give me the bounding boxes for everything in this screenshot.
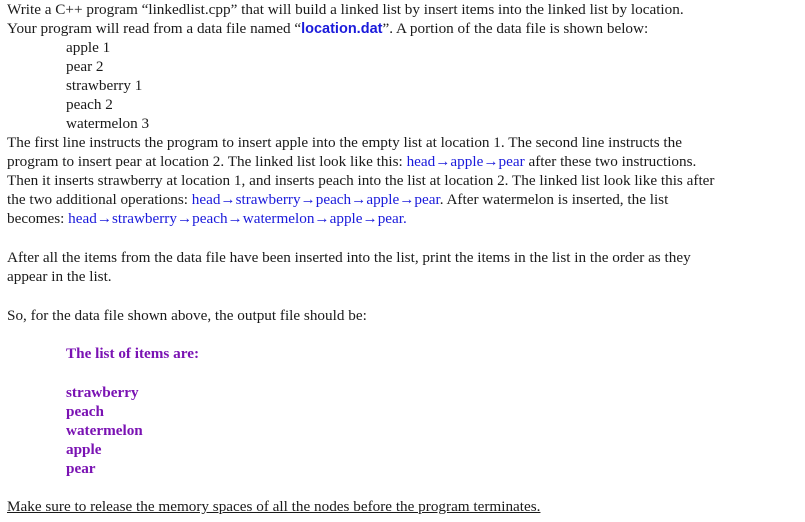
explanation-line-2-post: after these two instructions.	[524, 153, 697, 170]
explanation-line-3: Then it inserts strawberry at location 1, and inserts peach into the list at location 2. The linked list look like this after	[7, 172, 715, 189]
data-file-line: pear 2	[66, 58, 104, 75]
output-item: watermelon	[66, 422, 143, 439]
intro-line-2	[7, 19, 648, 39]
linked-list-example-2: head→strawberry→peach→apple→pear	[191, 191, 440, 208]
after-line-1: After all the items from the data file have been inserted into the list, print the items in the list in the order as they	[7, 249, 691, 266]
data-file-line: apple 1	[66, 39, 111, 56]
data-file-line: strawberry 1	[66, 77, 143, 94]
linked-list-example-1: head→apple→pear	[406, 153, 525, 170]
linked-list-example-3: head→strawberry→peach→watermelon→apple→pear.	[68, 210, 407, 227]
explanation-line-2-pre: program to insert pear at location 2. The linked list look like this:	[7, 153, 407, 170]
data-file-line: watermelon 3	[66, 115, 150, 132]
data-file-line: peach 2	[66, 96, 113, 113]
explanation-line-5	[7, 209, 407, 228]
explanation-line-2	[7, 152, 696, 171]
intro-line-2-post: ”. A portion of the data file is shown below:	[382, 20, 649, 37]
explanation-line-5-pre: becomes:	[7, 210, 69, 227]
intro-line-2-pre: Your program will read from a data file named “	[7, 20, 302, 37]
final-note: Make sure to release the memory spaces of all the nodes before the program terminates.	[7, 498, 541, 515]
output-item: strawberry	[66, 384, 139, 401]
output-item: peach	[66, 403, 104, 420]
after-line-2: appear in the list.	[7, 268, 112, 285]
explanation-line-4-post: . After watermelon is inserted, the list	[439, 191, 669, 208]
output-item: pear	[66, 460, 96, 477]
intro-line-1: Write a C++ program “linkedlist.cpp” that will build a linked list by insert items into the linked list by location.	[7, 1, 684, 18]
output-heading: The list of items are:	[66, 345, 200, 362]
explanation-line-1: The first line instructs the program to insert apple into the empty list at location 1. The second line instructs the	[7, 134, 682, 151]
data-filename: location.dat	[301, 21, 383, 37]
so-line: So, for the data file shown above, the output file should be:	[7, 307, 367, 324]
explanation-line-4	[7, 190, 668, 209]
output-item: apple	[66, 441, 102, 458]
explanation-line-4-pre: the two additional operations:	[7, 191, 192, 208]
